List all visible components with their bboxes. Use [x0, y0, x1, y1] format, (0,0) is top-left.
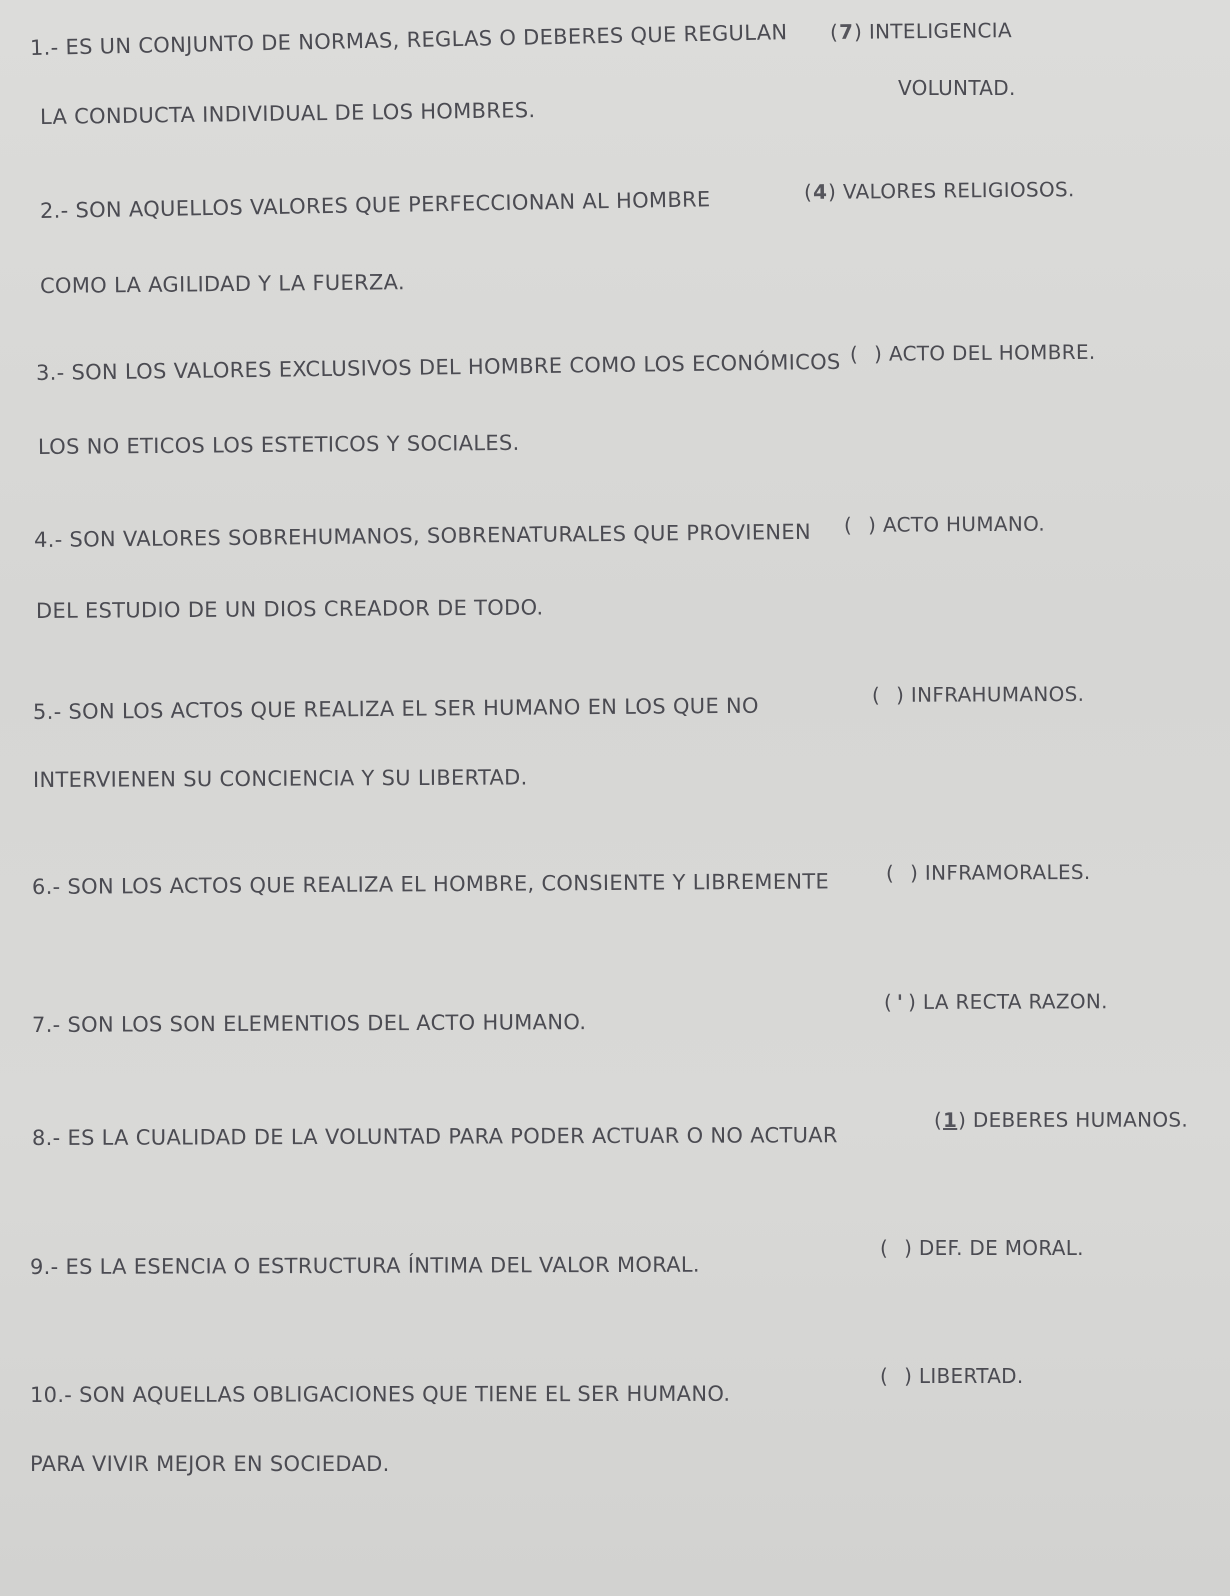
answer-mark-2[interactable]: 4: [812, 179, 828, 204]
answer-text-1b: VOLUNTAD.: [898, 76, 1016, 100]
answer-row-10: ( ) LIBERTAD.: [880, 1364, 1024, 1388]
answer-text-1: INTELIGENCIA: [868, 18, 1013, 44]
answer-row-8: (1) DEBERES HUMANOS.: [933, 1107, 1189, 1132]
answer-row-7: ( ' ) LA RECTA RAZON.: [883, 989, 1108, 1014]
answer-text-2: VALORES RELIGIOSOS.: [842, 177, 1075, 204]
answer-row-1: (7) INTELIGENCIA: [829, 18, 1013, 44]
answer-text-6: INFRAMORALES.: [924, 859, 1091, 885]
answer-row-4: ( ) ACTO HUMANO.: [843, 511, 1046, 537]
question-4-line-2: DEL ESTUDIO DE UN DIOS CREADOR DE TODO.: [35, 595, 544, 623]
question-2-line-2: COMO LA AGILIDAD Y LA FUERZA.: [39, 270, 406, 298]
answer-row-3: ( ) ACTO DEL HOMBRE.: [849, 339, 1096, 366]
question-3-line-1: 3.- SON LOS VALORES EXCLUSIVOS DEL HOMBRE COMO LOS ECONÓMICOS: [35, 349, 841, 385]
answer-row-9: ( ) DEF. DE MORAL.: [880, 1236, 1084, 1260]
question-6-line-1: 6.- SON LOS ACTOS QUE REALIZA EL HOMBRE, CONSIENTE Y LIBREMENTE: [31, 869, 830, 899]
question-5-line-2: INTERVIENEN SU CONCIENCIA Y SU LIBERTAD.: [32, 765, 528, 792]
answer-text-4: ACTO HUMANO.: [882, 511, 1046, 537]
question-4-line-1: 4.- SON VALORES SOBREHUMANOS, SOBRENATURALES QUE PROVIENEN: [33, 519, 812, 552]
answer-text-5: INFRAHUMANOS.: [910, 681, 1085, 707]
answer-row-6: ( ) INFRAMORALES.: [885, 859, 1091, 885]
answer-text-7: LA RECTA RAZON.: [922, 989, 1108, 1014]
question-10-line-1: 10.- SON AQUELLAS OBLIGACIONES QUE TIENE EL SER HUMANO.: [29, 1381, 731, 1407]
answer-row-2: (4) VALORES RELIGIOSOS.: [803, 177, 1075, 204]
question-1-line-2: LA CONDUCTA INDIVIDUAL DE LOS HOMBRES.: [39, 98, 536, 129]
answer-text-10: LIBERTAD.: [918, 1364, 1024, 1388]
answer-text-9: DEF. DE MORAL.: [918, 1236, 1084, 1260]
question-1-line-1: 1.- ES UN CONJUNTO DE NORMAS, REGLAS O DEBERES QUE REGULAN: [29, 20, 788, 60]
question-10-line-2: PARA VIVIR MEJOR EN SOCIEDAD.: [30, 1452, 390, 1476]
answer-mark-1[interactable]: 7: [838, 19, 854, 44]
answer-text-8: DEBERES HUMANOS.: [972, 1107, 1189, 1132]
answer-mark-7[interactable]: ': [896, 989, 904, 1014]
question-8-line-1: 8.- ES LA CUALIDAD DE LA VOLUNTAD PARA PODER ACTUAR O NO ACTUAR: [31, 1123, 838, 1150]
question-2-line-1: 2.- SON AQUELLOS VALORES QUE PERFECCIONAN AL HOMBRE: [39, 187, 711, 223]
question-3-line-2: LOS NO ETICOS LOS ESTETICOS Y SOCIALES.: [37, 430, 520, 459]
answer-row-5: ( ) INFRAHUMANOS.: [871, 681, 1085, 707]
question-9-line-1: 9.- ES LA ESENCIA O ESTRUCTURA ÍNTIMA DEL VALOR MORAL.: [29, 1252, 700, 1279]
answer-text-3: ACTO DEL HOMBRE.: [888, 339, 1096, 366]
question-5-line-1: 5.- SON LOS ACTOS QUE REALIZA EL SER HUMANO EN LOS QUE NO: [32, 693, 759, 724]
answer-mark-8[interactable]: 1: [942, 1107, 958, 1132]
answer-row-1b: [898, 76, 1016, 100]
question-7-line-1: 7.- SON LOS SON ELEMENTIOS DEL ACTO HUMANO.: [31, 1010, 587, 1037]
